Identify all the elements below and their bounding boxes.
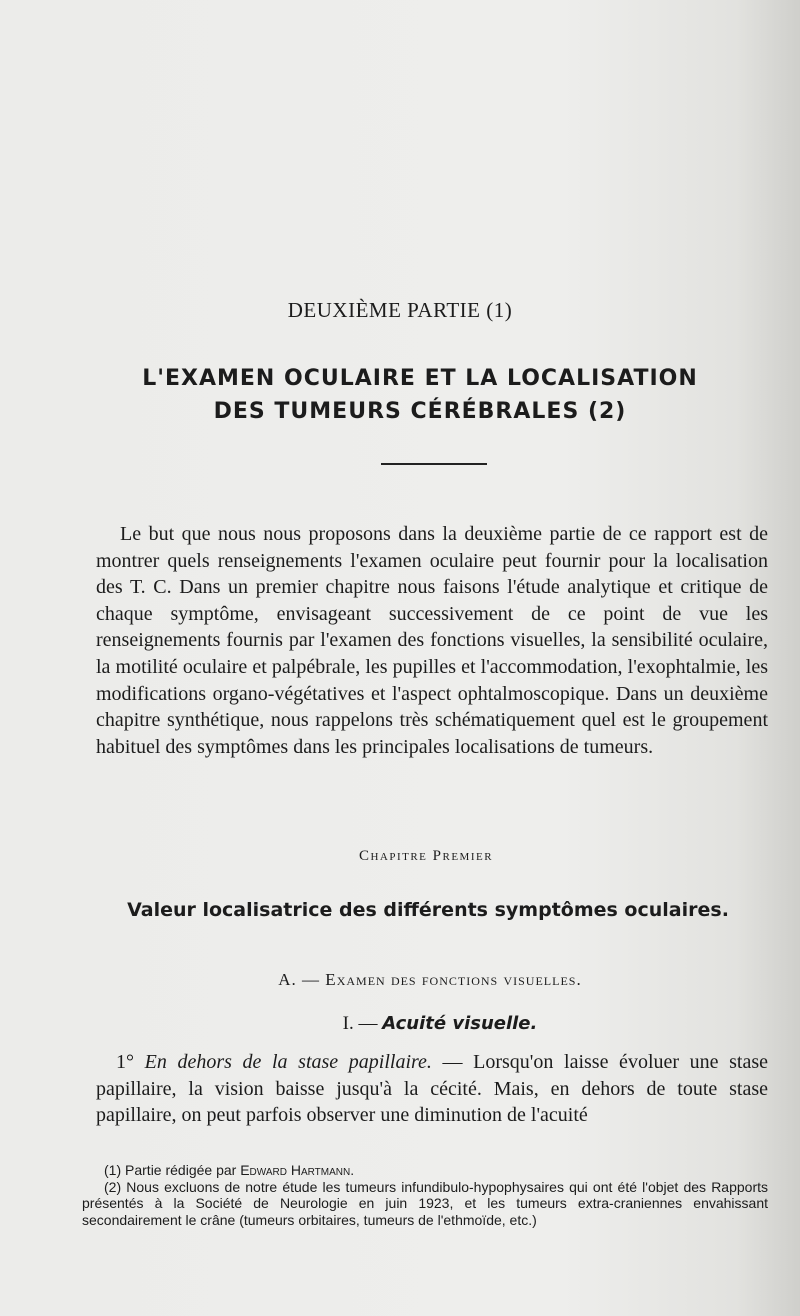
chapter-label: Chapitre Premier [358, 848, 494, 864]
main-title-line-1: L'EXAMEN OCULAIRE ET LA LOCALISATION [142, 366, 698, 391]
footnote-2 [82, 1179, 768, 1229]
intro-paragraph: Le but que nous nous proposons dans la deuxième partie de ce rapport est de montrer quels renseignements l'examen oculaire peut fournir pour la localisation des T. C. Dans un premier chapitre nous faisons l'étude analytique et critique de chaque symptôme, envisageant successivement de ce point de vue les renseignements fournis par l'examen des fonctions visuelles, la sensibilité oculaire, la motilité oculaire et palpébrale, les pupilles et l'accommodation, l'exophtalmie, les modifications organo-végétatives et l'aspect ophtalmoscopique. Dans un deuxième chapitre synthétique, nous rappelons très schématiquement quel est le groupement habituel des symptômes dans les principales localisations de tumeurs. [96, 523, 768, 758]
part-title: DEUXIÈME PARTIE (1) [287, 298, 513, 322]
section-i-heading [40, 1013, 800, 1035]
section-i-title: Acuité visuelle. [382, 1013, 538, 1034]
paragraph-1-text: — Lorsqu'on laisse évoluer une stase papillaire, la vision baisse jusqu'à la cécité. Mais, en dehors de toute stase papillaire, on peut parfois observer une diminution de l'acuité [96, 1051, 769, 1127]
footnote-1-text: Partie rédigée par [125, 1162, 237, 1178]
footnotes [82, 1162, 768, 1228]
section-i-number: I. — [342, 1013, 378, 1034]
footnote-2-text: Nous excluons de notre étude les tumeurs infundibulo-hypophysaires qui ont été l'objet des Rapports présentés à la Société de Neurologie en juin 1923, et les tumeurs extra-craniennes envahissant secondairement le crâne (tumeurs orbitaires, tumeurs de l'ethmoïde, etc.) [82, 1178, 768, 1228]
footnote-1 [82, 1162, 768, 1179]
main-title-line-2: DES TUMEURS CÉRÉBRALES (2) [213, 399, 627, 424]
chapter-title: Valeur localisatrice des différents symptômes oculaires. [127, 899, 729, 921]
footnote-1-mark: (1) [104, 1162, 122, 1178]
footnote-2-mark: (2) [104, 1178, 122, 1195]
footnote-1-author: Edward Hartmann. [240, 1162, 355, 1178]
title-divider [381, 463, 487, 465]
paragraph-1-heading: En dehors de la stase papillaire. [144, 1051, 432, 1073]
paragraph-1-number: 1° [116, 1051, 134, 1073]
paragraph-1 [96, 1049, 768, 1129]
section-a-heading: A. — Examen des fonctions visuelles. [278, 970, 582, 989]
